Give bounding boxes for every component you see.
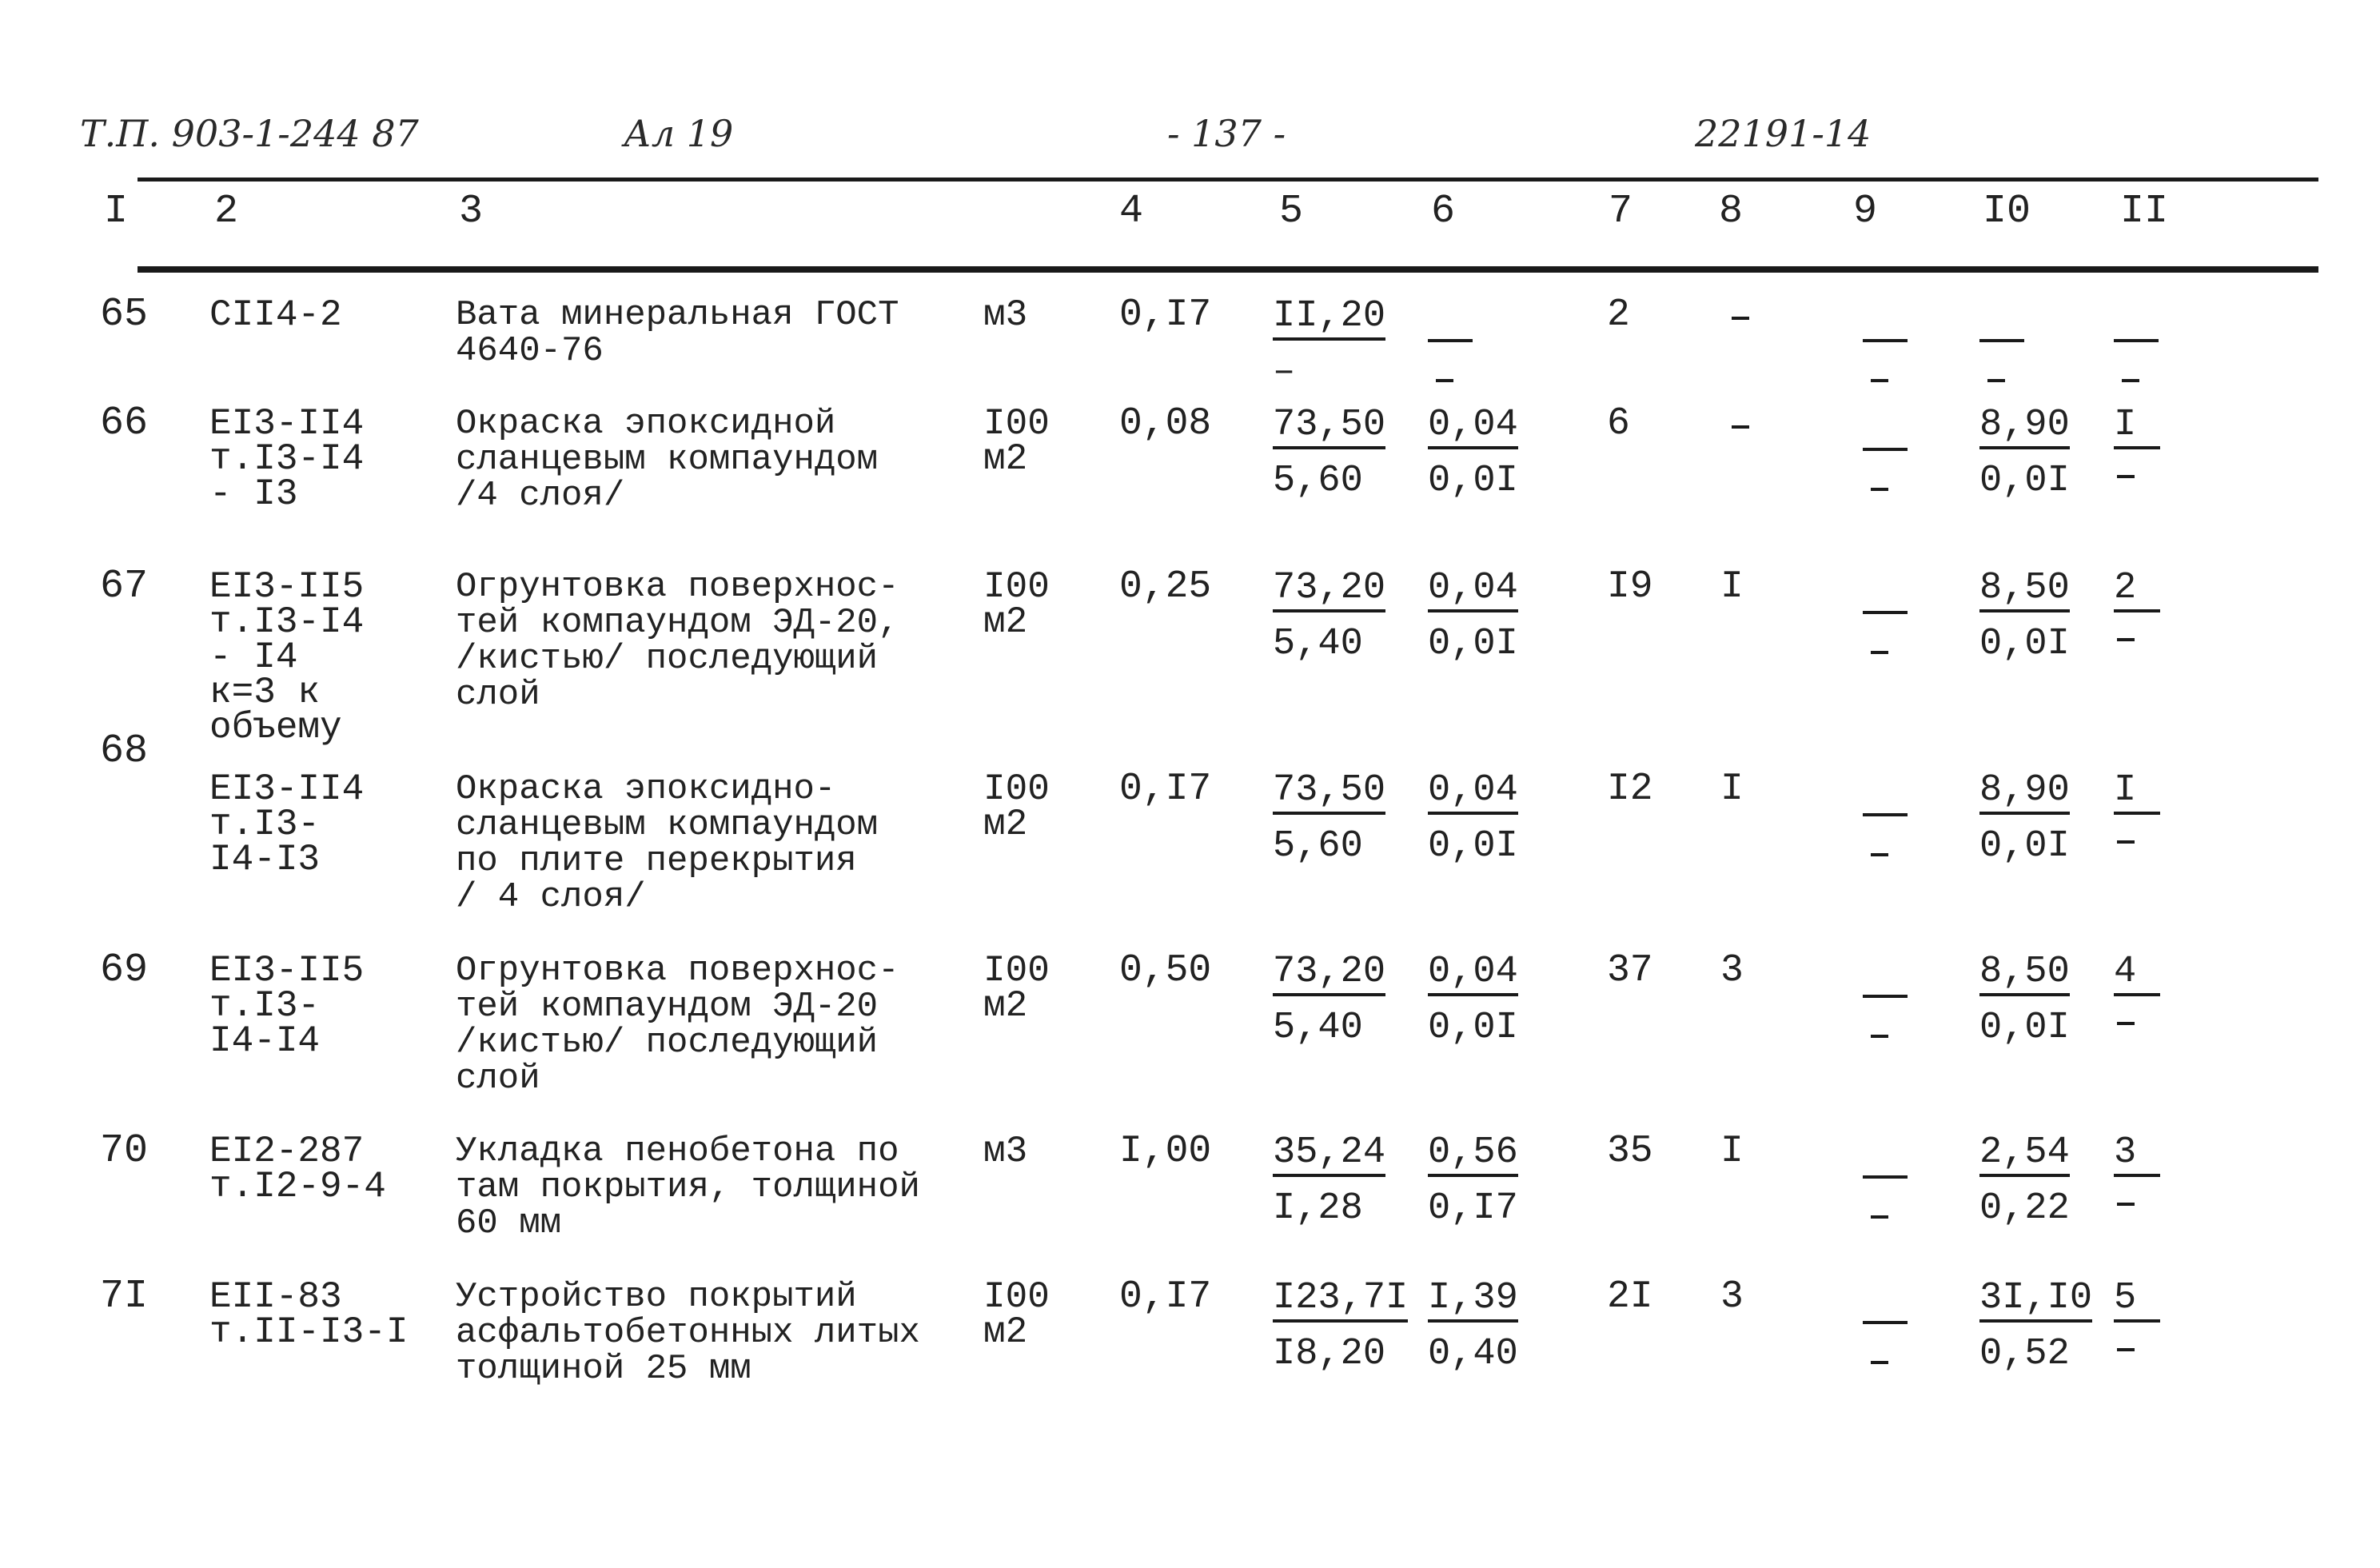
column-5-value-numerator: 73,50 (1273, 772, 1385, 815)
column-7-value: 6 (1607, 402, 1630, 445)
column-10-value-denominator: 0,22 (1979, 1187, 2070, 1230)
column-7-value: 2I (1607, 1275, 1653, 1319)
column-header-9: 9 (1853, 189, 1878, 234)
column-9-value-bottom (1871, 1361, 1888, 1364)
column-header-3: 3 (459, 189, 484, 234)
column-5-value (1273, 569, 1409, 664)
column-8-value: I (1720, 1130, 1744, 1173)
column-5-value-denominator: 5,60 (1273, 460, 1363, 502)
column-9-value-top (1863, 813, 1908, 816)
column-8-dash (1732, 317, 1749, 320)
column-6-value-top (1428, 339, 1473, 342)
column-11-denominator-dash (2117, 1022, 2135, 1025)
column-10-value-denominator: 0,0I (1979, 1007, 2070, 1049)
column-7-value: I2 (1607, 768, 1653, 811)
column-9-value-bottom (1871, 488, 1888, 491)
column-6-value-numerator: 0,04 (1428, 569, 1518, 612)
quantity: 0,25 (1119, 565, 1212, 608)
column-header-7: 7 (1609, 189, 1633, 234)
column-9-value-bottom (1871, 379, 1888, 382)
column-6-value-denominator: 0,0I (1428, 460, 1518, 502)
unit: м3 (983, 1131, 1028, 1172)
column-11-value (2114, 1131, 2160, 1177)
column-10-value-denominator: 0,52 (1979, 1333, 2070, 1375)
column-6-value (1428, 1131, 1564, 1230)
work-description: Укладка пенобетона по там покрытия, толщиной 60 мм (456, 1131, 920, 1243)
column-5-value-numerator: 73,20 (1273, 569, 1385, 612)
column-5-value-numerator: 73,20 (1273, 953, 1385, 996)
row-number: 66 (100, 401, 149, 446)
column-10-value (1979, 769, 2115, 868)
column-6-value-denominator: 0,I7 (1428, 1187, 1518, 1230)
norm-code: CII4-2 (209, 294, 342, 336)
column-5-value (1273, 953, 1409, 1047)
row-number: 70 (100, 1128, 149, 1174)
document-code: Т.П. 903-1-244 87 (80, 112, 419, 155)
column-6-value-numerator: 0,56 (1428, 1134, 1518, 1177)
column-11-numerator: 3 (2114, 1134, 2160, 1177)
column-10-value-numerator: 3I,I0 (1979, 1279, 2092, 1323)
column-header-11: II (2120, 189, 2169, 234)
norm-code: EI2-287 т.I2-9-4 (209, 1131, 386, 1207)
column-11-value-top (2114, 339, 2159, 342)
column-5-value-numerator: 73,50 (1273, 406, 1385, 449)
column-5-value-numerator: I23,7I (1273, 1279, 1408, 1323)
column-11-denominator-dash (2117, 1348, 2135, 1351)
column-10-value-denominator: 0,0I (1979, 825, 2070, 868)
column-6-value-denominator: 0,0I (1428, 1007, 1518, 1049)
page-number: - 137 - (1167, 112, 1286, 155)
column-8-value: 3 (1720, 949, 1744, 992)
column-11-denominator-dash (2117, 475, 2135, 478)
unit: м3 (983, 294, 1028, 336)
column-6-value (1428, 569, 1564, 664)
column-5-value-denominator: I8,20 (1273, 1333, 1386, 1375)
column-10-value (1979, 569, 2115, 664)
unit: I00 м2 (983, 768, 1050, 845)
unit: I00 м2 (983, 403, 1050, 480)
column-9-value-top (1863, 1175, 1908, 1179)
row-number: 7I (100, 1274, 149, 1319)
norm-code: EI3-II5 т.I3-I4 - I4 к=3 к объему (209, 566, 365, 748)
quantity: 0,I7 (1119, 1275, 1212, 1319)
column-6-value (1428, 953, 1564, 1047)
column-header-5: 5 (1279, 189, 1304, 234)
column-10-value-numerator: 2,54 (1979, 1134, 2070, 1177)
work-description: Устройство покрытий асфальтобетонных литых толщиной 25 мм (456, 1277, 920, 1389)
column-10-value (1979, 406, 2115, 501)
column-9-value-top (1863, 1321, 1908, 1324)
column-11-denominator-dash (2117, 1203, 2135, 1206)
work-description: Окраска эпоксидно- сланцевым компаундом по плите перекрытия / 4 слоя/ (456, 769, 879, 917)
column-9-value-bottom (1871, 1215, 1888, 1219)
column-8-value: 3 (1720, 1275, 1744, 1319)
norm-code: EI3-II4 т.I3-I4 - I3 (209, 403, 365, 515)
column-6-value-numerator: 0,04 (1428, 406, 1518, 449)
column-8-value: I (1720, 565, 1744, 608)
column-9-value-top (1863, 448, 1908, 451)
column-6-value-numerator: I,39 (1428, 1279, 1518, 1323)
column-6-value (1428, 769, 1564, 868)
column-10-value (1979, 1131, 2115, 1230)
row-number: 69 (100, 948, 149, 993)
column-9-value-bottom (1871, 1035, 1888, 1038)
column-6-value-bottom (1436, 379, 1453, 382)
column-11-denominator-dash (2117, 638, 2135, 641)
column-5-value-denominator: – (1273, 351, 1296, 393)
column-8-dash (1732, 425, 1749, 429)
column-5-value-denominator: 5,40 (1273, 1007, 1363, 1049)
column-6-value-denominator: 0,0I (1428, 825, 1518, 868)
column-5-value-denominator: I,28 (1273, 1187, 1363, 1230)
column-10-value-numerator: 8,50 (1979, 569, 2070, 612)
column-11-value (2114, 406, 2160, 449)
column-5-value-denominator: 5,40 (1273, 623, 1363, 665)
column-header-2: 2 (214, 189, 239, 234)
work-description: Огрунтовка поверхнос- тей компаундом ЭД-20, /кистью/ последующий слой (456, 567, 899, 715)
column-11-numerator: 5 (2114, 1279, 2160, 1323)
quantity: 0,50 (1119, 949, 1212, 992)
row-number: 67 (100, 564, 149, 609)
unit: I00 м2 (983, 1276, 1050, 1353)
column-9-value-bottom (1871, 853, 1888, 856)
column-10-value-numerator: 8,90 (1979, 772, 2070, 815)
column-6-value (1428, 406, 1564, 501)
column-5-value-denominator: 5,60 (1273, 825, 1363, 868)
work-description: Огрунтовка поверхнос- тей компаундом ЭД-20 /кистью/ последующий слой (456, 951, 899, 1099)
work-description: Вата минеральная ГОСТ 4640-76 (456, 295, 899, 371)
column-6-value (1428, 1279, 1564, 1374)
column-6-value-numerator: 0,04 (1428, 772, 1518, 815)
album-number: Ал 19 (624, 112, 734, 155)
quantity: I,00 (1119, 1130, 1212, 1173)
column-10-value-numerator: 8,50 (1979, 953, 2070, 996)
column-6-value-denominator: 0,40 (1428, 1333, 1518, 1375)
quantity: 0,I7 (1119, 293, 1212, 337)
column-11-value-bottom (2122, 379, 2139, 382)
column-10-value (1979, 1279, 2115, 1374)
column-6-value-denominator: 0,0I (1428, 623, 1518, 665)
column-11-numerator: I (2114, 772, 2160, 815)
quantity: 0,I7 (1119, 768, 1212, 811)
unit: I00 м2 (983, 566, 1050, 643)
column-9-value-top (1863, 339, 1908, 342)
column-7-value: 37 (1607, 949, 1653, 992)
column-header-6: 6 (1431, 189, 1456, 234)
column-5-value-numerator: II,20 (1273, 297, 1385, 341)
column-header-8: 8 (1719, 189, 1744, 234)
column-11-value (2114, 953, 2160, 996)
row-number: 68 (100, 728, 149, 774)
column-10-value-numerator: 8,90 (1979, 406, 2070, 449)
sheet-code: 22191-14 (1695, 112, 1872, 155)
column-10-value-bottom (1987, 379, 2005, 382)
column-10-value-denominator: 0,0I (1979, 623, 2070, 665)
norm-code: EI3-II5 т.I3- I4-I4 (209, 950, 365, 1062)
column-10-value-top (1979, 339, 2024, 342)
column-10-value (1979, 953, 2115, 1047)
column-11-denominator-dash (2117, 840, 2135, 844)
column-11-value (2114, 769, 2160, 815)
column-7-value: I9 (1607, 565, 1653, 608)
column-header-4: 4 (1119, 189, 1144, 234)
column-5-value (1273, 406, 1409, 501)
column-5-value (1273, 769, 1409, 868)
row-number: 65 (100, 292, 149, 337)
column-9-value-top (1863, 995, 1908, 998)
column-11-numerator: 2 (2114, 569, 2160, 612)
column-8-value: I (1720, 768, 1744, 811)
column-5-value (1273, 1279, 1409, 1374)
unit: I00 м2 (983, 950, 1050, 1027)
column-header-1: I (104, 189, 129, 234)
norm-code: EII-83 т.II-I3-I (209, 1276, 409, 1353)
norm-code: EI3-II4 т.I3- I4-I3 (209, 768, 365, 880)
quantity: 0,08 (1119, 402, 1212, 445)
column-10-value-denominator: 0,0I (1979, 460, 2070, 502)
column-11-value (2114, 1279, 2160, 1323)
column-11-numerator: 4 (2114, 953, 2160, 996)
column-7-value: 35 (1607, 1130, 1653, 1173)
column-9-value-bottom (1871, 651, 1888, 654)
column-header-10: I0 (1983, 189, 2031, 234)
table-top-rule (138, 178, 2318, 182)
work-description: Окраска эпоксидной сланцевым компаундом /4 слоя/ (456, 404, 879, 516)
column-5-value (1273, 1131, 1409, 1230)
column-5-value-numerator: 35,24 (1273, 1134, 1385, 1177)
header-bottom-rule (138, 266, 2318, 273)
column-11-numerator: I (2114, 406, 2160, 449)
column-11-value (2114, 569, 2160, 612)
column-7-value: 2 (1607, 293, 1630, 337)
column-6-value-numerator: 0,04 (1428, 953, 1518, 996)
column-5-value (1273, 297, 1409, 392)
column-9-value-top (1863, 611, 1908, 614)
